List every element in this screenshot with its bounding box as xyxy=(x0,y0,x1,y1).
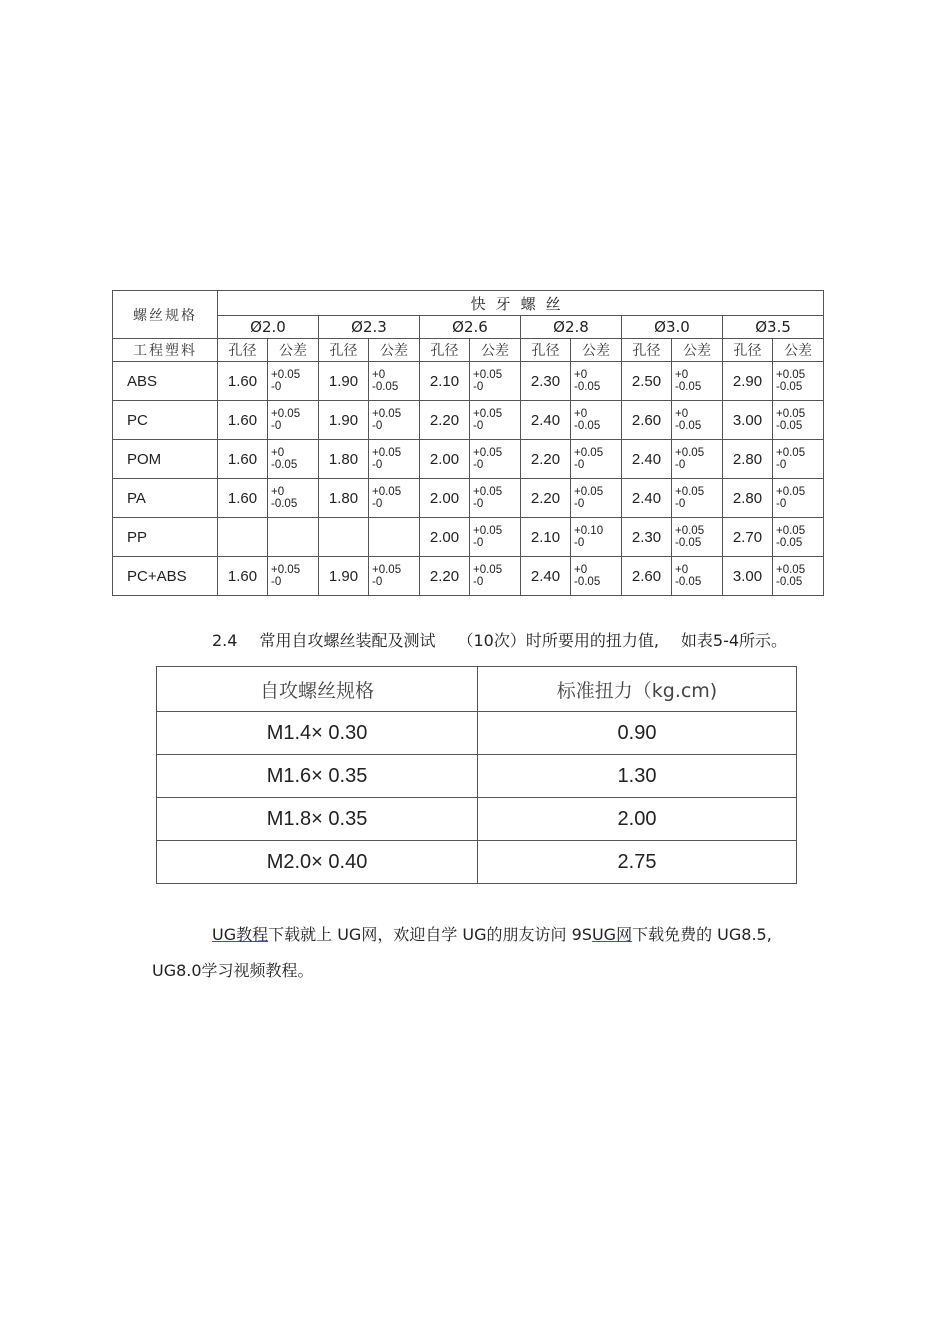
tolerance-cell xyxy=(672,557,723,596)
torque-spec-cell: M1.4× 0.30 xyxy=(157,712,478,755)
tolerance-upper: +0.05 xyxy=(473,564,503,576)
tolerance-upper: +0.05 xyxy=(574,447,604,459)
tolerance-lower: -0 xyxy=(574,537,585,549)
hole-cell: 2.30 xyxy=(521,362,571,401)
tolerance-lower: -0 xyxy=(776,498,787,510)
tolerance-lower: -0.05 xyxy=(574,576,601,588)
hole-cell: 2.40 xyxy=(622,479,672,518)
tolerance-upper: +0.05 xyxy=(473,369,503,381)
tolerance-cell xyxy=(470,479,521,518)
tolerance-lower: -0 xyxy=(473,498,484,510)
hole-cell: 2.60 xyxy=(622,557,672,596)
hole-cell: 1.90 xyxy=(319,362,369,401)
tolerance-cell xyxy=(773,401,824,440)
hole-cell: 2.40 xyxy=(521,557,571,596)
torque-spec-cell: M1.8× 0.35 xyxy=(157,798,478,841)
tolerance-cell xyxy=(369,557,420,596)
tolerance-lower: -0 xyxy=(675,459,686,471)
torque-table xyxy=(156,666,797,884)
hole-cell: 2.20 xyxy=(521,479,571,518)
torque-spec-cell: M2.0× 0.40 xyxy=(157,841,478,884)
hole-cell: 1.90 xyxy=(319,557,369,596)
tolerance-upper: +0.05 xyxy=(372,408,402,420)
tolerance-lower: -0 xyxy=(675,498,686,510)
tolerance-lower: -0.05 xyxy=(675,420,702,432)
tolerance-lower: -0.05 xyxy=(271,498,298,510)
hole-cell: 2.80 xyxy=(723,479,773,518)
hole-cell: 2.50 xyxy=(622,362,672,401)
size-header: Ø3.5 xyxy=(723,316,824,339)
tolerance-cell xyxy=(571,518,622,557)
tolerance-cell xyxy=(268,557,319,596)
hole-cell: 1.90 xyxy=(319,401,369,440)
tolerance-lower: -0 xyxy=(271,381,282,393)
hole-cell: 3.00 xyxy=(723,557,773,596)
tolerance-cell xyxy=(571,440,622,479)
tolerance-cell xyxy=(369,518,420,557)
tolerance-header: 公差 xyxy=(369,339,420,362)
tolerance-cell xyxy=(268,479,319,518)
torque-value-cell: 2.75 xyxy=(478,841,797,884)
tolerance-cell xyxy=(470,557,521,596)
hole-cell: 2.10 xyxy=(420,362,470,401)
torque-value-cell: 1.30 xyxy=(478,755,797,798)
tolerance-upper: +0 xyxy=(675,564,689,576)
hole-cell: 2.20 xyxy=(420,557,470,596)
tolerance-upper: +0 xyxy=(574,408,588,420)
ug-site-link[interactable]: UG网 xyxy=(591,925,633,944)
tolerance-upper: +0.05 xyxy=(473,486,503,498)
paragraph-text-b: （10次）时所要用的扭力值, xyxy=(457,631,659,650)
hole-header: 孔径 xyxy=(218,339,268,362)
tolerance-cell xyxy=(369,479,420,518)
tolerance-lower: -0.05 xyxy=(574,381,601,393)
tolerance-cell xyxy=(268,440,319,479)
tolerance-cell xyxy=(470,401,521,440)
hole-header: 孔径 xyxy=(521,339,571,362)
spec-header: 螺丝规格 xyxy=(113,291,218,339)
tolerance-upper: +0 xyxy=(271,447,285,459)
tolerance-upper: +0.05 xyxy=(473,525,503,537)
tolerance-upper: +0.05 xyxy=(372,486,402,498)
hole-header: 孔径 xyxy=(723,339,773,362)
tolerance-upper: +0.05 xyxy=(675,525,705,537)
tolerance-lower: -0 xyxy=(473,381,484,393)
hole-header: 孔径 xyxy=(622,339,672,362)
ug-tutorial-link[interactable]: UG教程 xyxy=(212,925,269,944)
tolerance-upper: +0 xyxy=(675,408,689,420)
table-row xyxy=(113,440,824,479)
hole-cell: 2.30 xyxy=(622,518,672,557)
tolerance-lower: -0 xyxy=(776,459,787,471)
tolerance-lower: -0.05 xyxy=(776,420,803,432)
table-row xyxy=(113,401,824,440)
paragraph-torque-intro xyxy=(212,628,787,651)
tolerance-lower: -0 xyxy=(372,498,383,510)
hole-cell: 1.60 xyxy=(218,362,268,401)
tolerance-header: 公差 xyxy=(672,339,723,362)
tolerance-lower: -0.05 xyxy=(271,459,298,471)
tolerance-cell xyxy=(773,479,824,518)
paragraph-text-a: 常用自攻螺丝装配及测试 xyxy=(259,631,436,650)
tolerance-cell xyxy=(672,479,723,518)
section-number: 2.4 xyxy=(212,631,238,650)
size-header: Ø2.8 xyxy=(521,316,622,339)
hole-cell: 1.80 xyxy=(319,440,369,479)
tolerance-upper: +0.05 xyxy=(271,408,301,420)
tolerance-upper: +0.05 xyxy=(271,369,301,381)
hole-cell: 2.60 xyxy=(622,401,672,440)
tolerance-upper: +0.10 xyxy=(574,525,604,537)
tolerance-upper: +0 xyxy=(372,369,386,381)
tolerance-upper: +0 xyxy=(574,369,588,381)
tolerance-lower: -0 xyxy=(473,537,484,549)
tolerance-lower: -0.05 xyxy=(776,576,803,588)
tolerance-lower: -0.05 xyxy=(776,381,803,393)
tolerance-cell xyxy=(672,362,723,401)
hole-cell: 1.60 xyxy=(218,401,268,440)
hole-header: 孔径 xyxy=(420,339,470,362)
tolerance-upper: +0 xyxy=(675,369,689,381)
table-row xyxy=(113,557,824,596)
hole-cell: 2.00 xyxy=(420,440,470,479)
tolerance-cell xyxy=(773,362,824,401)
torque-value-cell: 0.90 xyxy=(478,712,797,755)
tolerance-cell xyxy=(571,401,622,440)
promo-text-1: 下载就上 UG网，欢迎自学 UG的朋友访问 9S xyxy=(268,925,592,944)
tolerance-cell xyxy=(470,440,521,479)
tolerance-cell xyxy=(268,362,319,401)
tolerance-upper: +0.05 xyxy=(574,486,604,498)
tolerance-upper: +0.05 xyxy=(271,564,301,576)
material-cell: ABS xyxy=(113,362,218,401)
torque-value-cell: 2.00 xyxy=(478,798,797,841)
hole-cell: 1.80 xyxy=(319,479,369,518)
hole-header: 孔径 xyxy=(319,339,369,362)
size-header: Ø2.6 xyxy=(420,316,521,339)
tolerance-header: 公差 xyxy=(268,339,319,362)
tolerance-cell xyxy=(268,401,319,440)
tolerance-cell xyxy=(571,479,622,518)
group-header: 快牙螺丝 xyxy=(218,291,824,316)
torque-spec-cell: M1.6× 0.35 xyxy=(157,755,478,798)
tolerance-header: 公差 xyxy=(571,339,622,362)
table-row xyxy=(113,362,824,401)
hole-cell xyxy=(319,518,369,557)
torque-table-header-torque: 标准扭力（kg.cm) xyxy=(478,667,797,712)
tolerance-cell xyxy=(571,362,622,401)
material-cell: PC+ABS xyxy=(113,557,218,596)
tolerance-lower: -0 xyxy=(271,420,282,432)
screw-spec-table xyxy=(112,290,824,596)
hole-cell: 2.10 xyxy=(521,518,571,557)
tolerance-lower: -0.05 xyxy=(372,381,399,393)
tolerance-lower: -0 xyxy=(372,459,383,471)
size-header: Ø3.0 xyxy=(622,316,723,339)
tolerance-upper: +0.05 xyxy=(473,447,503,459)
tolerance-cell xyxy=(672,401,723,440)
tolerance-upper: +0.05 xyxy=(372,564,402,576)
tolerance-cell xyxy=(773,518,824,557)
tolerance-cell xyxy=(470,362,521,401)
tolerance-lower: -0.05 xyxy=(675,576,702,588)
hole-cell: 2.20 xyxy=(521,440,571,479)
tolerance-upper: +0.05 xyxy=(776,447,806,459)
tolerance-lower: -0 xyxy=(372,576,383,588)
tolerance-upper: +0 xyxy=(574,564,588,576)
tolerance-lower: -0.05 xyxy=(675,381,702,393)
hole-cell: 2.40 xyxy=(521,401,571,440)
tolerance-upper: +0.05 xyxy=(675,486,705,498)
tolerance-lower: -0 xyxy=(574,498,585,510)
torque-table-header-spec: 自攻螺丝规格 xyxy=(157,667,478,712)
tolerance-lower: -0 xyxy=(473,420,484,432)
tolerance-upper: +0.05 xyxy=(776,564,806,576)
tolerance-lower: -0 xyxy=(271,576,282,588)
tolerance-cell xyxy=(773,557,824,596)
hole-cell: 2.90 xyxy=(723,362,773,401)
material-cell: PP xyxy=(113,518,218,557)
tolerance-lower: -0 xyxy=(473,576,484,588)
promo-text-2: 下载免费的 UG8.5, xyxy=(632,925,772,944)
tolerance-cell xyxy=(369,362,420,401)
tolerance-cell xyxy=(470,518,521,557)
hole-cell: 2.70 xyxy=(723,518,773,557)
tolerance-header: 公差 xyxy=(470,339,521,362)
hole-cell xyxy=(218,518,268,557)
hole-cell: 1.60 xyxy=(218,479,268,518)
tolerance-upper: +0.05 xyxy=(776,525,806,537)
tolerance-lower: -0.05 xyxy=(574,420,601,432)
tolerance-header: 公差 xyxy=(773,339,824,362)
hole-cell: 3.00 xyxy=(723,401,773,440)
tolerance-lower: -0.05 xyxy=(776,537,803,549)
material-cell: PA xyxy=(113,479,218,518)
hole-cell: 1.60 xyxy=(218,440,268,479)
hole-cell: 2.00 xyxy=(420,479,470,518)
tolerance-cell xyxy=(672,440,723,479)
tolerance-cell xyxy=(369,401,420,440)
hole-cell: 1.60 xyxy=(218,557,268,596)
tolerance-upper: +0.05 xyxy=(675,447,705,459)
paragraph-text-c: 如表5-4所示。 xyxy=(680,631,788,650)
tolerance-upper: +0.05 xyxy=(776,408,806,420)
paragraph-promo-line1 xyxy=(212,922,772,945)
material-cell: POM xyxy=(113,440,218,479)
table-row xyxy=(113,518,824,557)
material-cell: PC xyxy=(113,401,218,440)
tolerance-upper: +0.05 xyxy=(776,369,806,381)
size-header: Ø2.3 xyxy=(319,316,420,339)
paragraph-promo-line2: UG8.0学习视频教程。 xyxy=(152,961,314,980)
tolerance-upper: +0.05 xyxy=(473,408,503,420)
tolerance-lower: -0 xyxy=(372,420,383,432)
hole-cell: 2.00 xyxy=(420,518,470,557)
tolerance-lower: -0.05 xyxy=(675,537,702,549)
hole-cell: 2.20 xyxy=(420,401,470,440)
hole-cell: 2.80 xyxy=(723,440,773,479)
size-header: Ø2.0 xyxy=(218,316,319,339)
tolerance-lower: -0 xyxy=(473,459,484,471)
material-header: 工程塑料 xyxy=(113,339,218,362)
tolerance-upper: +0.05 xyxy=(372,447,402,459)
tolerance-upper: +0 xyxy=(271,486,285,498)
tolerance-cell xyxy=(268,518,319,557)
tolerance-cell xyxy=(773,440,824,479)
table-row xyxy=(113,479,824,518)
tolerance-cell xyxy=(369,440,420,479)
tolerance-upper: +0.05 xyxy=(776,486,806,498)
hole-cell: 2.40 xyxy=(622,440,672,479)
tolerance-lower: -0 xyxy=(574,459,585,471)
tolerance-cell xyxy=(571,557,622,596)
tolerance-cell xyxy=(672,518,723,557)
